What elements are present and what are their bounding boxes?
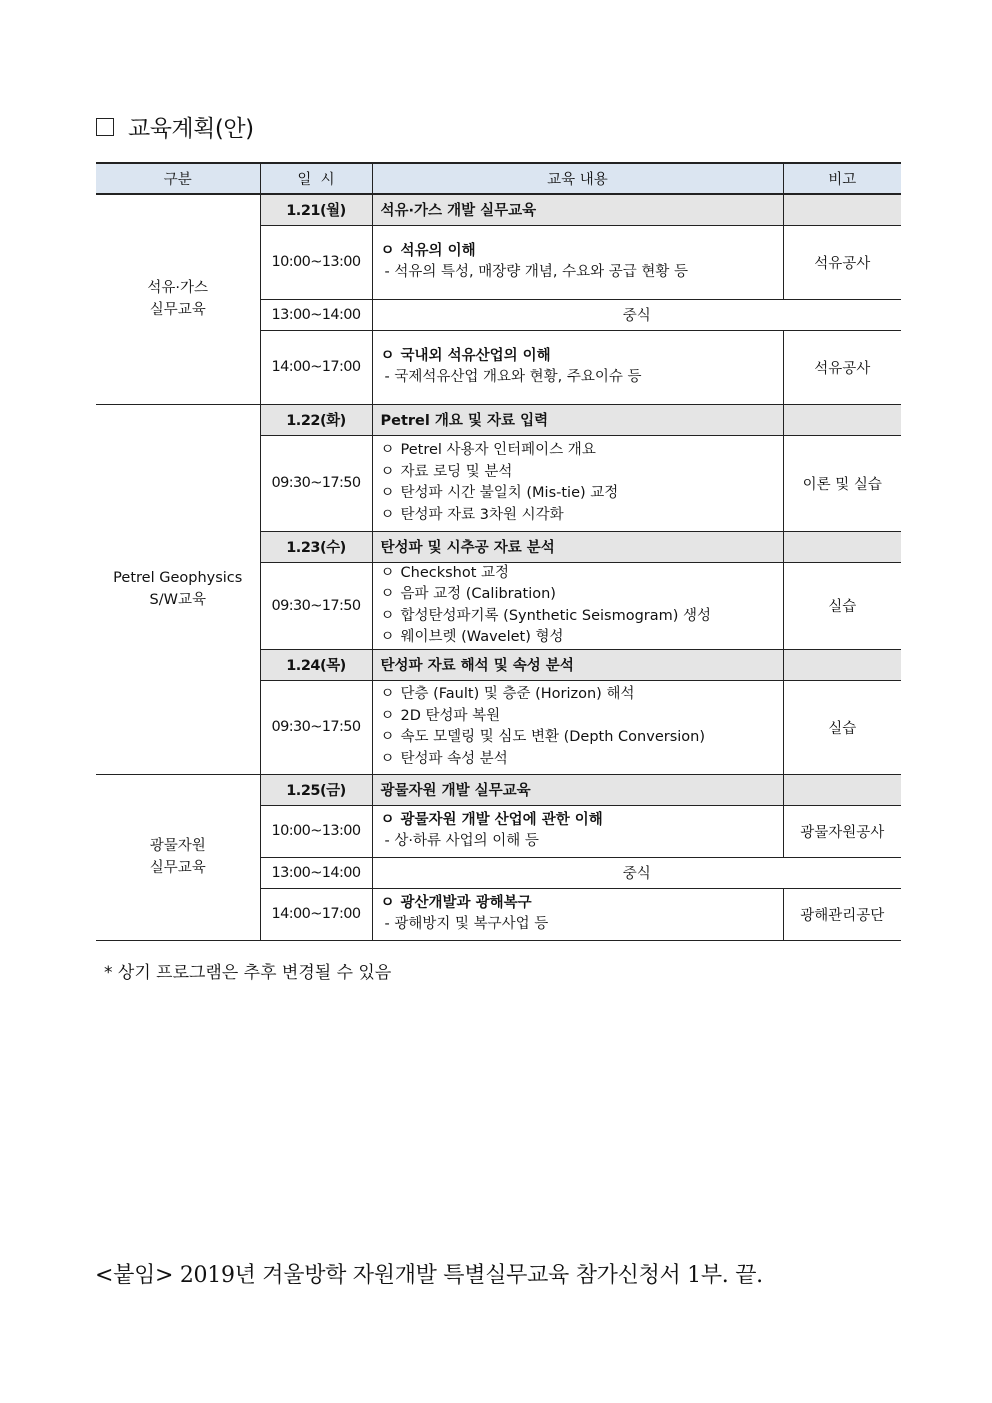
date-cell: 1.25(금) [260,774,372,805]
table-row [96,404,901,435]
bullet-icon: ㅇ [380,686,395,702]
category-oil-gas: 석유·가스 실무교육 [96,194,260,404]
bullet-icon: ㅇ [380,442,395,458]
bullet-icon: ㅇ [380,811,395,828]
bullet-icon: ㅇ [380,564,395,581]
time-cell: 13:00~14:00 [260,857,372,888]
bullet-icon: ㅇ [380,729,395,745]
content-cell: ㅇ Checkshot 교정 ㅇ 음파 교정 (Calibration) ㅇ 합성탄성파기록 (Synthetic Seismogram) 생성 ㅇ 웨이브렛 (Wavelet) 형성 [372,562,783,649]
bullet-icon: ㅇ [380,506,395,523]
table-row [96,194,901,225]
time-cell: 13:00~14:00 [260,299,372,330]
remarks-cell: 석유공사 [783,330,901,404]
bullet-icon: ㅇ [380,485,395,501]
day-title: 탄성파 및 시추공 자료 분석 [372,531,783,562]
time-cell: 10:00~13:00 [260,805,372,857]
table-row [96,774,901,805]
time-cell: 09:30~17:50 [260,435,372,531]
content-cell: ㅇ 광물자원 개발 산업에 관한 이해 - 상·하류 사업의 이해 등 [372,805,783,857]
header-content: 교육 내용 [372,163,783,194]
bullet-icon: ㅇ [380,707,395,724]
date-cell: 1.22(화) [260,404,372,435]
section-title [96,110,254,143]
category-petrel: Petrel Geophysics S/W교육 [96,404,260,774]
category-mineral: 광물자원 실무교육 [96,774,260,940]
bullet-icon: ㅇ [380,894,395,911]
header-remarks: 비고 [783,163,901,194]
content-cell: ㅇ 석유의 이해 - 석유의 특성, 매장량 개념, 수요와 공급 현황 등 [372,225,783,299]
day-title: Petrel 개요 및 자료 입력 [372,404,783,435]
remarks-cell: 광해관리공단 [783,888,901,940]
table-header-row [96,163,901,194]
remarks-cell: 실습 [783,562,901,649]
date-cell: 1.23(수) [260,531,372,562]
footnote: * 상기 프로그램은 추후 변경될 수 있음 [104,963,392,983]
content-cell: ㅇ 단층 (Fault) 및 층준 (Horizon) 해석 ㅇ 2D 탄성파 복원 ㅇ 속도 모델링 및 심도 변환 (Depth Conversion) ㅇ 탄성파 속성 분석 [372,680,783,774]
day-title: 광물자원 개발 실무교육 [372,774,783,805]
bullet-icon: ㅇ [380,463,395,480]
day-title: 석유·가스 개발 실무교육 [372,194,783,225]
header-category: 구분 [96,163,260,194]
time-cell: 09:30~17:50 [260,680,372,774]
attachment-note: <붙임> 2019년 겨울방학 자원개발 특별실무교육 참가신청서 1부. 끝. [95,1263,763,1288]
remarks-cell: 이론 및 실습 [783,435,901,531]
bullet-icon: ㅇ [380,586,395,602]
time-cell: 09:30~17:50 [260,562,372,649]
education-plan-table [96,162,901,941]
remarks-cell: 실습 [783,680,901,774]
bullet-icon: ㅇ [380,629,395,645]
content-cell: ㅇ 국내외 석유산업의 이해 - 국제석유산업 개요와 현황, 주요이슈 등 [372,330,783,404]
content-cell: ㅇ 광산개발과 광해복구 - 광해방지 및 복구사업 등 [372,888,783,940]
content-cell: ㅇ Petrel 사용자 인터페이스 개요 ㅇ 자료 로딩 및 분석 ㅇ 탄성파 시간 불일치 (Mis-tie) 교정 ㅇ 탄성파 자료 3차원 시각화 [372,435,783,531]
remarks-cell: 석유공사 [783,225,901,299]
day-title: 탄성파 자료 해석 및 속성 분석 [372,649,783,680]
time-cell: 14:00~17:00 [260,888,372,940]
header-datetime: 일 시 [260,163,372,194]
bullet-icon: ㅇ [380,750,395,767]
remarks-cell: 광물자원공사 [783,805,901,857]
date-cell: 1.21(월) [260,194,372,225]
section-title-text: 교육계획(안) [128,116,254,142]
checkbox-icon [96,118,114,136]
lunch-cell: 중식 [372,299,901,330]
time-cell: 10:00~13:00 [260,225,372,299]
lunch-cell: 중식 [372,857,901,888]
bullet-icon: ㅇ [380,242,395,259]
time-cell: 14:00~17:00 [260,330,372,404]
date-cell: 1.24(목) [260,649,372,680]
bullet-icon: ㅇ [380,347,395,364]
bullet-icon: ㅇ [380,607,395,624]
